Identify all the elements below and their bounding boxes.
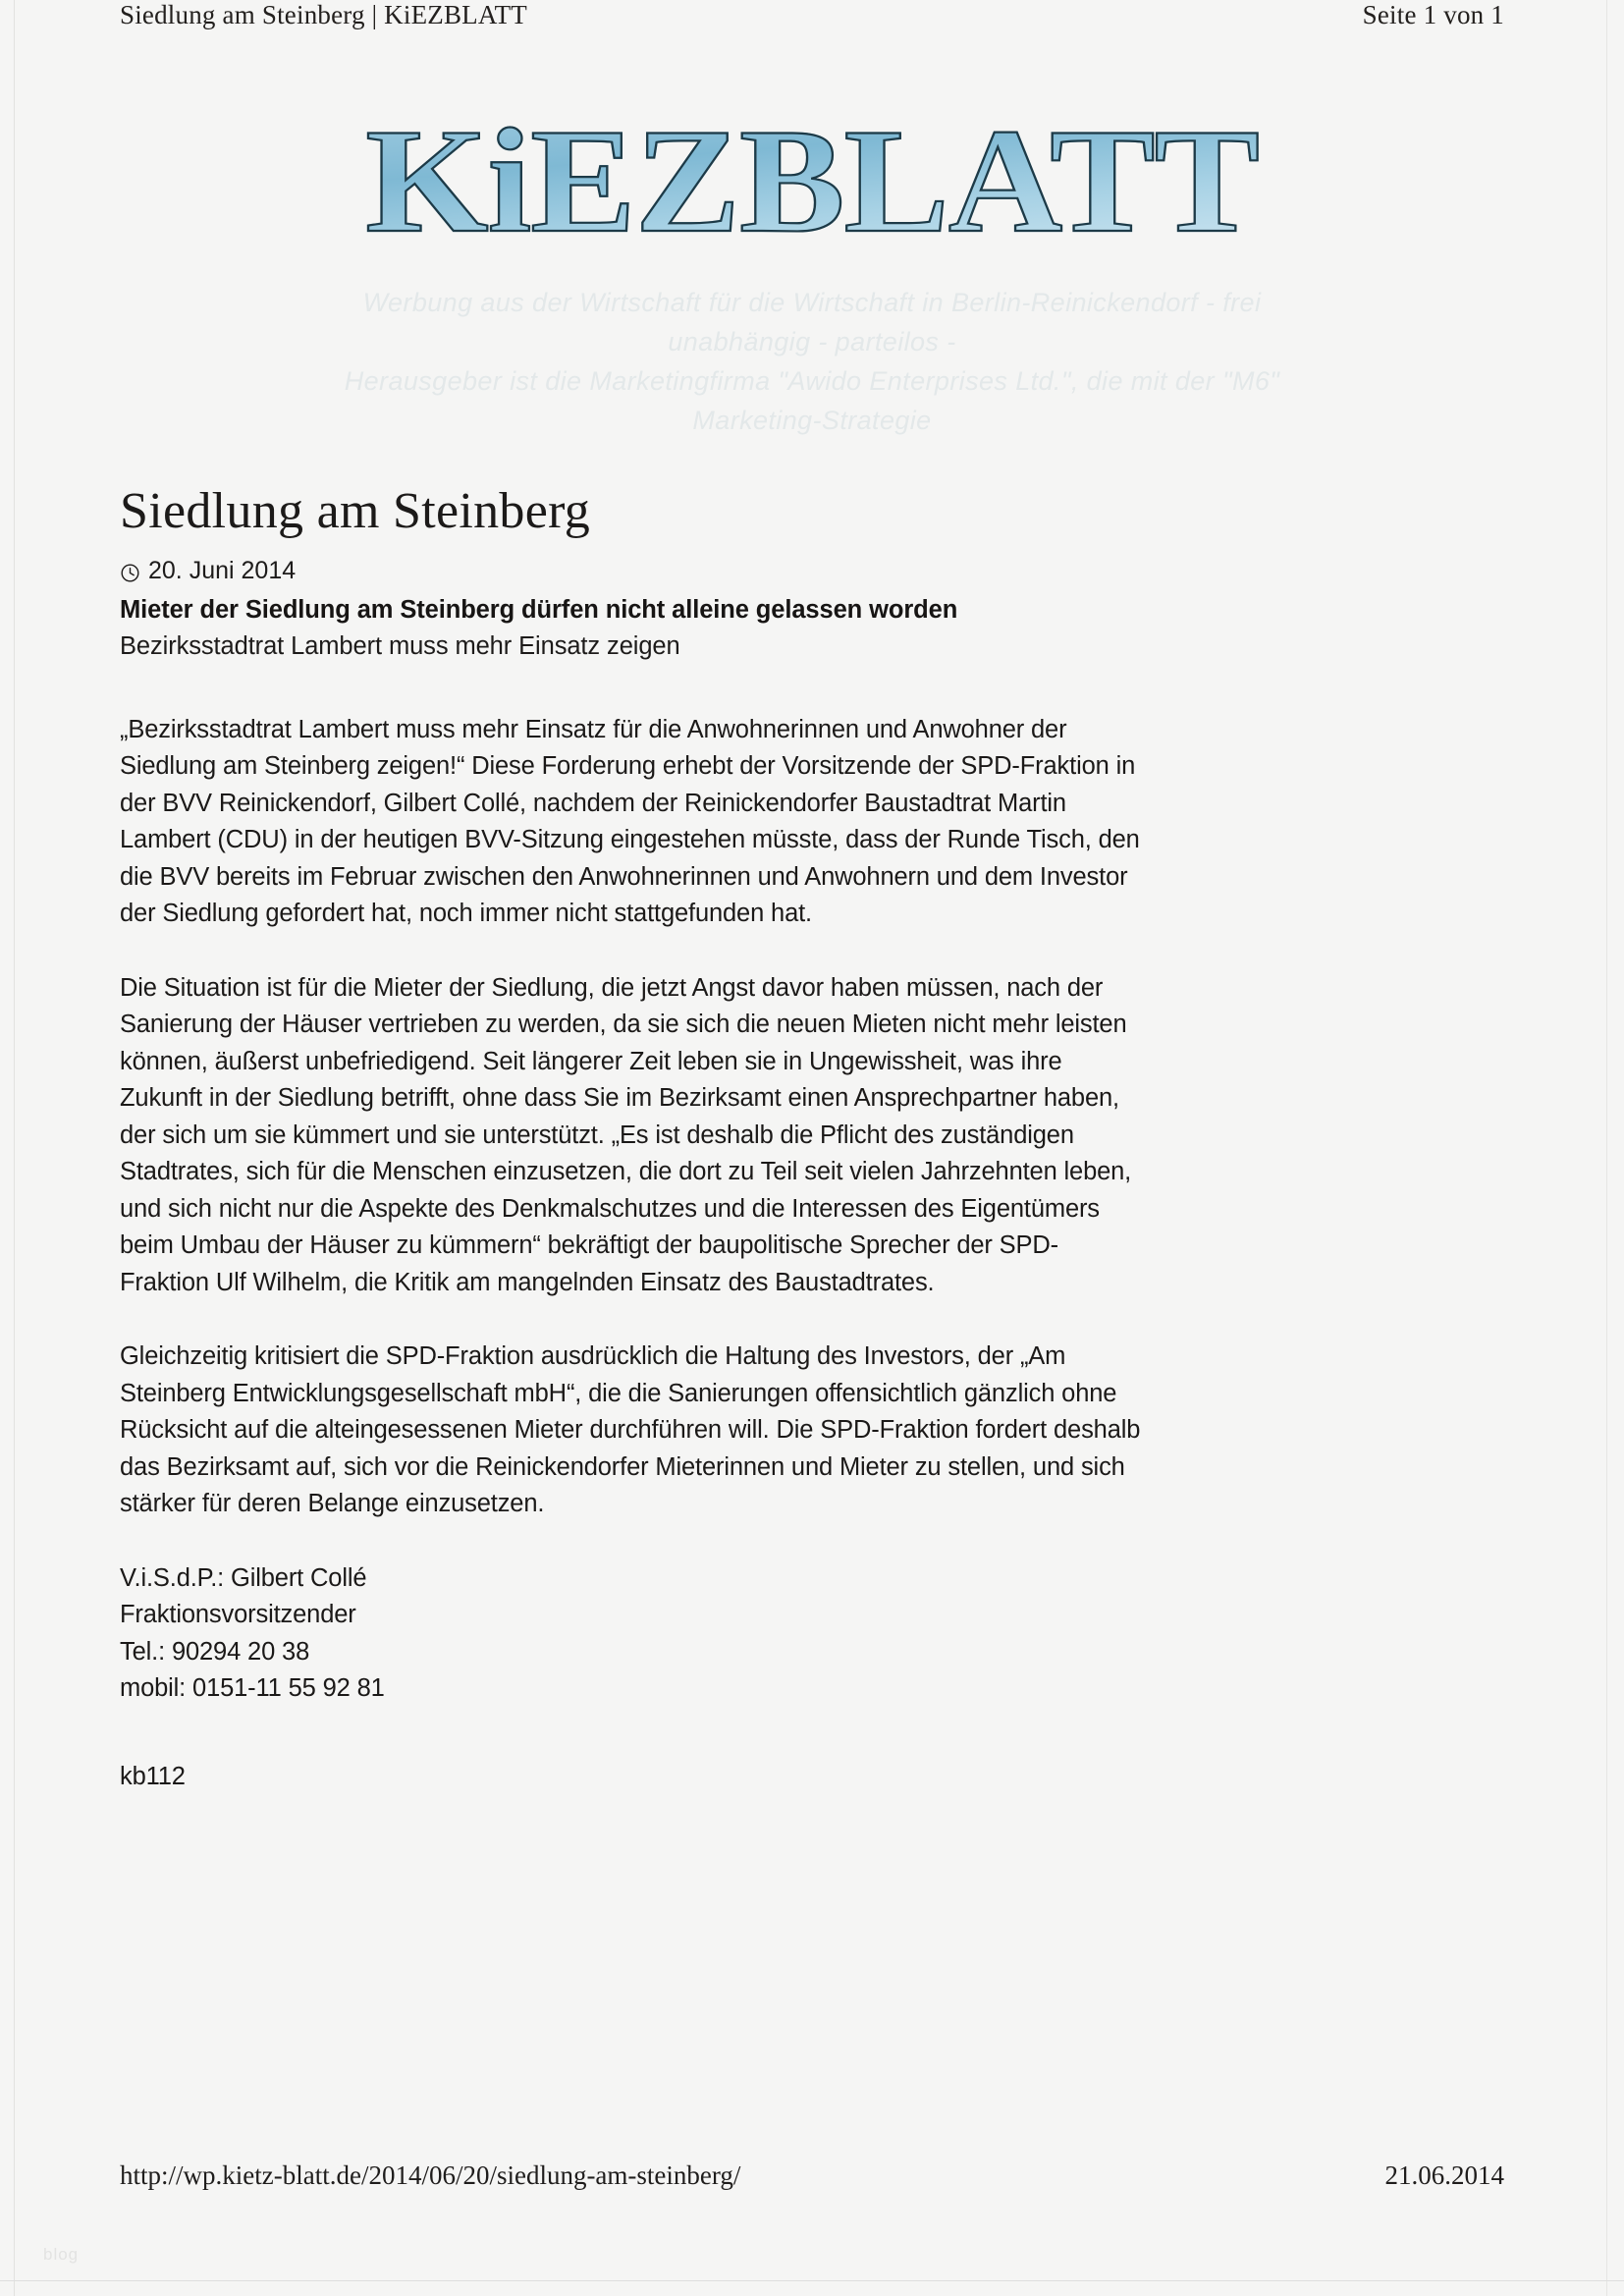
scan-edge-bottom	[0, 2280, 1624, 2281]
tagline-line-3: Herausgeber ist die Marketingfirma "Awido Enterprises Ltd.", die mit der "M6"	[344, 366, 1280, 396]
print-header-title: Siedlung am Steinberg | KiEZBLATT	[120, 0, 527, 29]
print-header-page-number: Seite 1 von 1	[1362, 0, 1504, 29]
tagline-line-1: Werbung aus der Wirtschaft für die Wirtschaft in Berlin-Reinickendorf - frei	[362, 288, 1262, 317]
print-header	[0, 0, 1624, 45]
signature-block	[120, 1560, 1141, 1708]
signature-line: Tel.: 90294 20 38	[120, 1637, 310, 1666]
clock-icon	[120, 562, 140, 582]
signature-line: V.i.S.d.P.: Gilbert Collé	[120, 1563, 367, 1592]
article-paragraph: Gleichzeitig kritisiert die SPD-Fraktion ausdrücklich die Haltung des Investors, der „Am Steinberg Entwicklungsgesellschaft mbH“, die die Sanierungen offensichtlich gänzlich ohne Rücksicht auf die alteingesessenen Mieter durchführen will. Die SPD-Fraktion fordert deshalb das Bezirksamt auf, sich vor die Reinickendorfer Mieterinnen und Mieter zu stellen, und sich stärker für deren Belange einzusetzen.	[120, 1342, 1141, 1518]
blog-watermark: blog	[43, 2245, 80, 2264]
print-footer	[0, 2160, 1624, 2191]
print-footer-url[interactable]: http://wp.kietz-blatt.de/2014/06/20/siedlung-am-steinberg/	[120, 2160, 741, 2190]
article-body	[120, 712, 1141, 1796]
article-paragraph: „Bezirksstadtrat Lambert muss mehr Einsatz für die Anwohnerinnen und Anwohner der Siedlung am Steinberg zeigen!“ Diese Forderung erhebt der Vorsitzende der SPD-Fraktion in der BVV Reinickendorf, Gilbert Collé, nachdem der Reinickendorfer Baustadtrat Martin Lambert (CDU) in der heutigen BVV-Sitzung eingestehen müsste, dass der Runde Tisch, den die BVV bereits im Februar zwischen den Anwohnerinnen und Anwohnern und dem Investor der Siedlung gefordert hat, noch immer nicht stattgefunden hat.	[120, 715, 1140, 928]
article-subtitle-bold: Mieter der Siedlung am Steinberg dürfen nicht alleine gelassen worden	[120, 596, 958, 625]
article-meta	[120, 557, 1141, 585]
article-date: 20. Juni 2014	[148, 557, 297, 585]
tagline-line-2: unabhängig - parteilos -	[668, 327, 956, 356]
masthead-tagline	[0, 283, 1624, 440]
tagline-line-4: Marketing-Strategie	[692, 406, 932, 435]
masthead	[0, 98, 1624, 263]
reference-code: kb112	[120, 1762, 186, 1790]
print-footer-date: 21.06.2014	[1384, 2160, 1504, 2190]
article	[120, 483, 1141, 1795]
article-subtitle-plain: Bezirksstadtrat Lambert muss mehr Einsatz zeigen	[120, 632, 680, 661]
article-title: Siedlung am Steinberg	[120, 483, 591, 539]
kiezblatt-logo: KiEZBLATT	[365, 98, 1259, 263]
signature-line: Fraktionsvorsitzender	[120, 1601, 356, 1629]
article-paragraph: Die Situation ist für die Mieter der Siedlung, die jetzt Angst davor haben müssen, nach der Sanierung der Häuser vertrieben zu werden, da sie sich die neuen Mieten nicht mehr leisten können, äußerst unbefriedigend. Seit längerer Zeit leben sie in Ungewissheit, was ihre Zukunft in der Siedlung betrifft, ohne dass Sie im Bezirksamt einen Ansprechpartner haben, der sich um sie kümmert und sie unterstützt. „Es ist deshalb die Pflicht des zuständigen Stadtrates, sich für die Menschen einzusetzen, die dort zu Teil seit vielen Jahrzehnten leben, und sich nicht nur die Aspekte des Denkmalschutzes und die Interessen des Eigentümers beim Umbau der Häuser zu kümmern“ bekräftigt der baupolitische Sprecher der SPD-Fraktion Ulf Wilhelm, die Kritik am mangelnden Einsatz des Baustadtrates.	[120, 973, 1132, 1296]
signature-line: mobil: 0151-11 55 92 81	[120, 1674, 385, 1703]
